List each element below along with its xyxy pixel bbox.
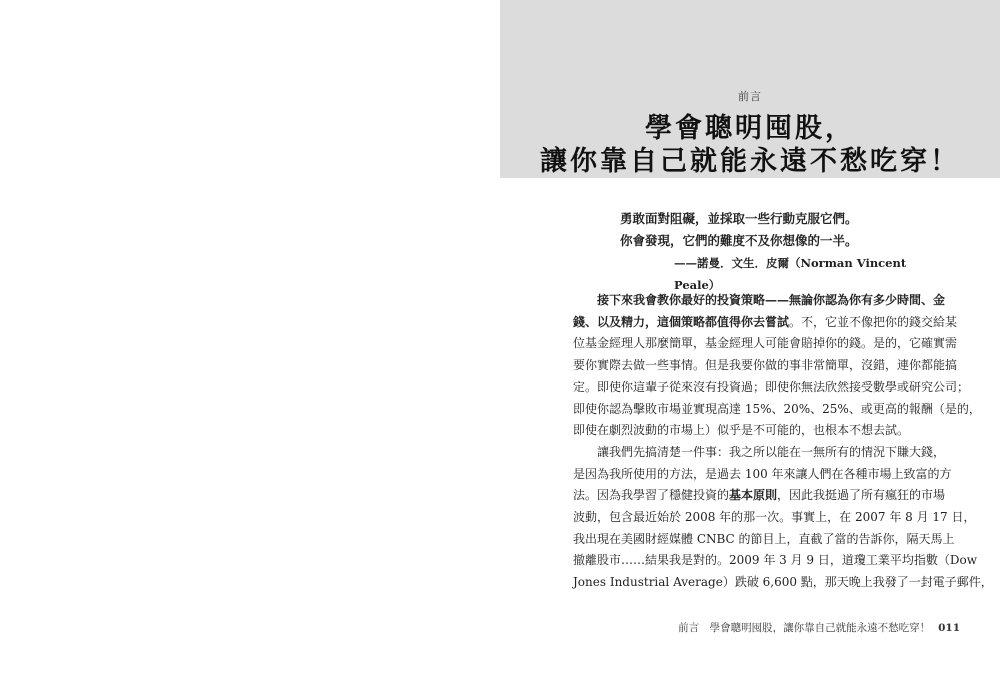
body-line: Jones Industrial Average）跌破 6,600 點，那天晚上我發了一封電子郵件， (573, 575, 993, 590)
body-line: 即使在劇烈波動的市場上）似乎是不可能的，也根本不想去試。 (573, 423, 910, 438)
chapter-title-line-2: 讓你靠自己就能永遠不愁吃穿！ (540, 146, 960, 177)
body-line: 定。即使你這輩子從來沒有投資過；即使你無法欣然接受數學或研究公司； (573, 379, 970, 394)
body-fragment: 。不，它並不像把你的錢交給某 (789, 314, 958, 329)
body-line: 位基金經理人那麼簡單，基金經理人可能會賠掉你的錢。是的，它確實需 (573, 336, 958, 351)
body-line: 波動，包含最近始於 2008 年的那一次。事實上，在 2007 年 8 月 17 日， (573, 510, 976, 525)
running-head: 前言 學會聰明囤股，讓你靠自己就能永遠不愁吃穿！ (678, 622, 931, 634)
epigraph (620, 208, 940, 296)
epigraph-line-1: 勇敢面對阻礙，並採取一些行動克服它們。 (620, 211, 858, 226)
page-footer (600, 620, 960, 635)
body-line (573, 485, 946, 507)
body-fragment: ，因此我挺過了所有瘋狂的市場 (777, 488, 946, 503)
body-text (573, 290, 993, 594)
body-line: 即使你認為擊敗市場並實現高達 15%、20%、25%、或更高的報酬（是的， (573, 401, 981, 416)
epigraph-line-2: 你會發現，它們的難度不及你想像的一半。 (620, 233, 858, 248)
body-line: 是因為我所使用的方法，是過去 100 年來讓人們在各種市場上致富的方 (573, 466, 952, 481)
page-number: 011 (938, 622, 960, 634)
body-line: 我出現在美國財經媒體 CNBC 的節目上，直截了當的告訴你，隔天馬上 (573, 531, 955, 546)
chapter-title (500, 112, 1000, 178)
body-line (573, 290, 946, 312)
body-line: 讓我們先搞清楚一件事：我之所以能在一無所有的情況下賺大錢， (597, 444, 946, 459)
body-line (573, 312, 958, 334)
body-fragment: 法。因為我學習了穩健投資的 (573, 488, 730, 503)
body-line: 要你實際去做一些事情。但是我要你做的事非常簡單，沒錯，連你都能搞 (573, 358, 958, 373)
bold-phrase: 接下來我會教你最好的投資策略——無論你認為你有多少時間、金 (597, 293, 946, 307)
section-label: 前言 (738, 90, 762, 103)
bold-phrase: 基本原則 (729, 488, 778, 503)
bold-phrase: 錢、以及精力，這個策略都值得你去嘗試 (573, 314, 790, 329)
body-line: 撤離股市……結果我是對的。2009 年 3 月 9 日，道瓊工業平均指數（Dow (573, 553, 978, 568)
epigraph-attribution: ——諾曼．文生．皮爾（Norman Vincent Peale） (674, 256, 907, 292)
chapter-title-line-1: 學會聰明囤股， (645, 113, 855, 144)
